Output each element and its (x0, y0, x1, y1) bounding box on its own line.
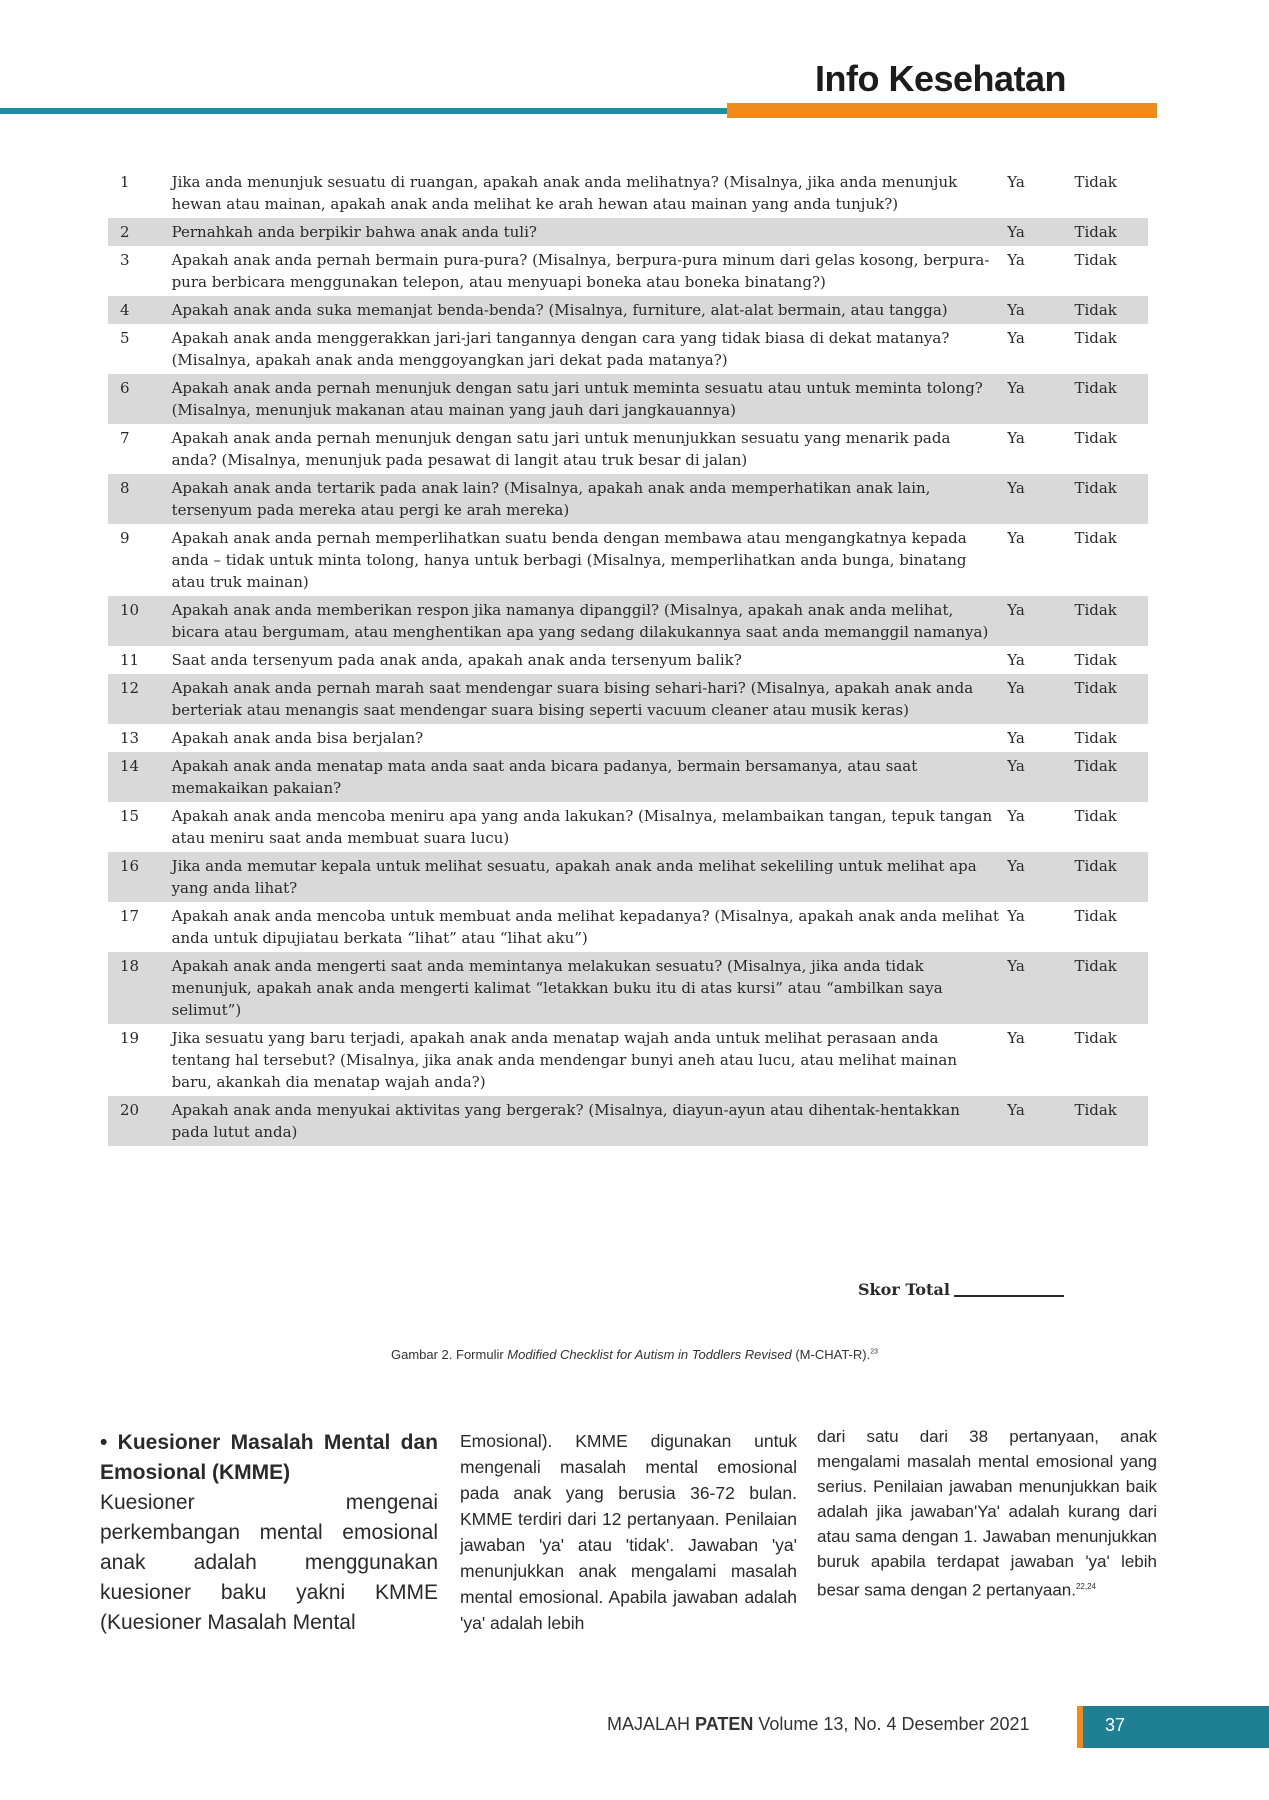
row-tidak: Tidak (1074, 251, 1117, 269)
row-tidak: Tidak (1070, 474, 1148, 524)
row-ya: Ya (1003, 474, 1070, 524)
form-row (108, 596, 1148, 646)
row-question: Apakah anak anda mencoba meniru apa yang anda lakukan? (Misalnya, melambaikan tangan, tepuk tangan atau meniru saat anda membuat suara lucu) (171, 807, 993, 847)
row-question: Apakah anak anda mengerti saat anda memintanya melakukan sesuatu? (Misalnya, jika anda tidak menunjuk, apakah anak anda mengerti kalimat “letakkan buku itu di atas kursi” atau “ambilkan saya selimut”) (168, 952, 1004, 1024)
row-tidak: Tidak (1070, 674, 1148, 724)
header-rule-orange (727, 103, 1157, 118)
column-3-text: dari satu dari 38 pertanyaan, anak mengalami masalah mental emosional yang serius. Penilaian jawaban menunjukkan baik adalah jika jawaban'Ya' adalah kurang dari atau sama dengan 1. Jawaban menunjukkan buruk apabila terdapat jawaban 'ya' lebih besar sama dengan 2 pertanyaan. (817, 1427, 1157, 1600)
row-ya: Ya (1003, 952, 1070, 1024)
row-number: 17 (120, 907, 140, 925)
row-ya: Ya (1007, 329, 1025, 347)
row-question: Apakah anak anda pernah menunjuk dengan satu jari untuk menunjukkan sesuatu yang menarik pada anda? (Misalnya, menunjuk pada pesawat di langit atau truk besar di jalan) (171, 429, 951, 469)
row-question: Saat anda tersenyum pada anak anda, apakah anak anda tersenyum balik? (171, 651, 742, 669)
row-number: 6 (108, 374, 168, 424)
row-number: 3 (120, 251, 130, 269)
column-1-text: Kuesioner mengenai perkembangan mental emosional anak adalah menggunakan kuesioner baku yakni KMME (Kuesioner Masalah Mental (100, 1491, 438, 1634)
row-tidak: Tidak (1070, 752, 1148, 802)
form-row (108, 646, 1148, 674)
row-number: 16 (108, 852, 168, 902)
row-question: Apakah anak anda bisa berjalan? (171, 729, 424, 747)
form-row (108, 524, 1148, 596)
row-ya: Ya (1007, 729, 1025, 747)
article-column-1 (100, 1428, 438, 1638)
row-number: 7 (120, 429, 130, 447)
row-number: 12 (108, 674, 168, 724)
form-row (108, 374, 1148, 424)
row-tidak: Tidak (1070, 852, 1148, 902)
row-number: 8 (108, 474, 168, 524)
row-tidak: Tidak (1074, 1029, 1117, 1047)
row-number: 10 (108, 596, 168, 646)
row-question: Apakah anak anda memberikan respon jika namanya dipanggil? (Misalnya, apakah anak anda melihat, bicara atau bergumam, atau menghentikan apa yang sedang dilakukannya saat anda memanggil namanya) (168, 596, 1004, 646)
row-ya: Ya (1007, 529, 1025, 547)
form-row (108, 324, 1148, 374)
row-tidak: Tidak (1074, 807, 1117, 825)
footer-magazine (607, 1714, 1030, 1735)
footer-brand: PATEN (695, 1714, 754, 1734)
caption-prefix: Gambar 2. Formulir (390, 1347, 508, 1362)
form-row (108, 1096, 1148, 1146)
row-ya: Ya (1003, 374, 1070, 424)
row-ya: Ya (1007, 429, 1025, 447)
section-title: Info Kesehatan (815, 58, 1067, 99)
form-row (108, 168, 1148, 218)
section-heading: • Kuesioner Masalah Mental dan Emosional (KMME) (100, 1431, 438, 1484)
row-ya: Ya (1003, 852, 1070, 902)
row-question: Pernahkah anda berpikir bahwa anak anda tuli? (168, 218, 1004, 246)
form-row (108, 424, 1148, 474)
row-ya: Ya (1003, 752, 1070, 802)
row-number: 18 (108, 952, 168, 1024)
figure-caption (0, 1347, 1269, 1362)
form-row (108, 724, 1148, 752)
row-tidak: Tidak (1074, 651, 1117, 669)
row-ya: Ya (1007, 807, 1025, 825)
form-row (108, 246, 1148, 296)
row-question: Apakah anak anda mencoba untuk membuat anda melihat kepadanya? (Misalnya, apakah anak anda melihat anda untuk dipujiatau berkata “lihat” atau “lihat aku”) (171, 907, 1000, 947)
row-ya: Ya (1007, 1029, 1025, 1047)
row-tidak: Tidak (1074, 729, 1117, 747)
row-question: Apakah anak anda menyukai aktivitas yang bergerak? (Misalnya, diayun-ayun atau dihentak-hentakkan pada lutut anda) (168, 1096, 1004, 1146)
article-column-3 (817, 1424, 1157, 1603)
score-total (858, 1280, 1064, 1299)
row-tidak: Tidak (1074, 529, 1117, 547)
form-row (108, 296, 1148, 324)
form-row (108, 674, 1148, 724)
row-ya: Ya (1007, 173, 1025, 191)
row-question: Jika anda memutar kepala untuk melihat sesuatu, apakah anak anda melihat sekeliling untuk melihat apa yang anda lihat? (168, 852, 1004, 902)
form-row (108, 752, 1148, 802)
footer-prefix: MAJALAH (607, 1714, 696, 1734)
column-2-text: Emosional). KMME digunakan untuk mengenali masalah mental emosional pada anak yang berusia 36-72 bulan. KMME terdiri dari 12 pertanyaan. Penilaian jawaban 'ya' atau 'tidak'. Jawaban 'ya' menunjukkan anak mengalami masalah mental emosional. Apabila jawaban adalah 'ya' adalah lebih (460, 1431, 797, 1633)
row-question: Apakah anak anda pernah menunjuk dengan satu jari untuk meminta sesuatu atau untuk meminta tolong? (Misalnya, menunjuk makanan atau mainan yang jauh dari jangkauannya) (168, 374, 1004, 424)
row-ya: Ya (1003, 674, 1070, 724)
row-question: Apakah anak anda menggerakkan jari-jari tangannya dengan cara yang tidak biasa di dekat matanya? (Misalnya, apakah anak anda menggoyangkan jari dekat pada matanya?) (171, 329, 950, 369)
caption-ref: 23 (870, 1348, 878, 1356)
footer-accent (1077, 1706, 1083, 1748)
row-number: 20 (108, 1096, 168, 1146)
row-number: 1 (120, 173, 130, 191)
row-number: 19 (120, 1029, 140, 1047)
row-number: 11 (120, 651, 140, 669)
row-question: Apakah anak anda tertarik pada anak lain? (Misalnya, apakah anak anda memperhatikan anak lain, tersenyum pada mereka atau pergi ke arah mereka) (168, 474, 1004, 524)
column-3-ref: 22,24 (1075, 1582, 1096, 1591)
row-question: Jika anda menunjuk sesuatu di ruangan, apakah anak anda melihatnya? (Misalnya, jika anda menunjuk hewan atau mainan, apakah anak anda melihat ke arah hewan atau mainan yang anda tunjuk?) (171, 173, 958, 213)
row-tidak: Tidak (1070, 1096, 1148, 1146)
row-number: 5 (120, 329, 130, 347)
row-ya: Ya (1003, 596, 1070, 646)
row-number: 15 (120, 807, 140, 825)
row-question: Apakah anak anda pernah memperlihatkan suatu benda dengan membawa atau mengangkatnya kepada anda – tidak untuk minta tolong, hanya untuk berbagi (Misalnya, memperlihatkan anda bunga, binatang atau truk mainan) (171, 529, 967, 591)
article-column-2 (460, 1428, 797, 1636)
form-row (108, 1024, 1148, 1096)
header-rule-teal (0, 108, 727, 114)
row-number: 14 (108, 752, 168, 802)
row-ya: Ya (1003, 218, 1070, 246)
form-row (108, 852, 1148, 902)
form-row (108, 902, 1148, 952)
form-row (108, 952, 1148, 1024)
row-number: 13 (120, 729, 140, 747)
row-ya: Ya (1007, 651, 1025, 669)
score-total-blank (954, 1295, 1064, 1297)
row-tidak: Tidak (1074, 329, 1117, 347)
row-question: Apakah anak anda menatap mata anda saat anda bicara padanya, bermain bersamanya, atau saat memakaikan pakaian? (168, 752, 1004, 802)
score-total-label: Skor Total (858, 1280, 950, 1299)
row-tidak: Tidak (1070, 596, 1148, 646)
row-question: Apakah anak anda pernah bermain pura-pura? (Misalnya, berpura-pura minum dari gelas kosong, berpura-pura berbicara menggunakan telepon, atau menyuapi boneka atau boneka binatang?) (171, 251, 990, 291)
row-tidak: Tidak (1074, 429, 1117, 447)
row-ya: Ya (1003, 1096, 1070, 1146)
row-tidak: Tidak (1070, 218, 1148, 246)
page-number: 37 (1105, 1715, 1126, 1735)
row-question: Jika sesuatu yang baru terjadi, apakah anak anda menatap wajah anda untuk melihat perasaan anda tentang hal tersebut? (Misalnya, jika anak anda mendengar bunyi aneh atau lucu, atau melihat mainan baru, akankah dia menatap wajah anda?) (171, 1029, 957, 1091)
caption-title: Modified Checklist for Autism in Toddlers Revised (507, 1347, 792, 1362)
row-tidak: Tidak (1074, 173, 1117, 191)
row-tidak: Tidak (1070, 952, 1148, 1024)
row-ya: Ya (1007, 907, 1025, 925)
form-row (108, 218, 1148, 246)
row-tidak: Tidak (1074, 907, 1117, 925)
row-number: 4 (108, 296, 168, 324)
form-row (108, 474, 1148, 524)
mchat-form-table (108, 168, 1148, 1146)
row-ya: Ya (1007, 251, 1025, 269)
row-tidak: Tidak (1070, 296, 1148, 324)
row-question: Apakah anak anda pernah marah saat mendengar suara bising sehari-hari? (Misalnya, apakah anak anda berteriak atau menangis saat mendengar suara bising seperti vacuum cleaner atau musik keras) (168, 674, 1004, 724)
row-tidak: Tidak (1070, 374, 1148, 424)
footer-issue: Volume 13, No. 4 Desember 2021 (753, 1714, 1030, 1734)
form-row (108, 802, 1148, 852)
row-question: Apakah anak anda suka memanjat benda-benda? (Misalnya, furniture, alat-alat bermain, atau tangga) (168, 296, 1004, 324)
row-number: 2 (108, 218, 168, 246)
caption-suffix: (M-CHAT-R). (791, 1347, 871, 1362)
row-ya: Ya (1003, 296, 1070, 324)
row-number: 9 (120, 529, 130, 547)
